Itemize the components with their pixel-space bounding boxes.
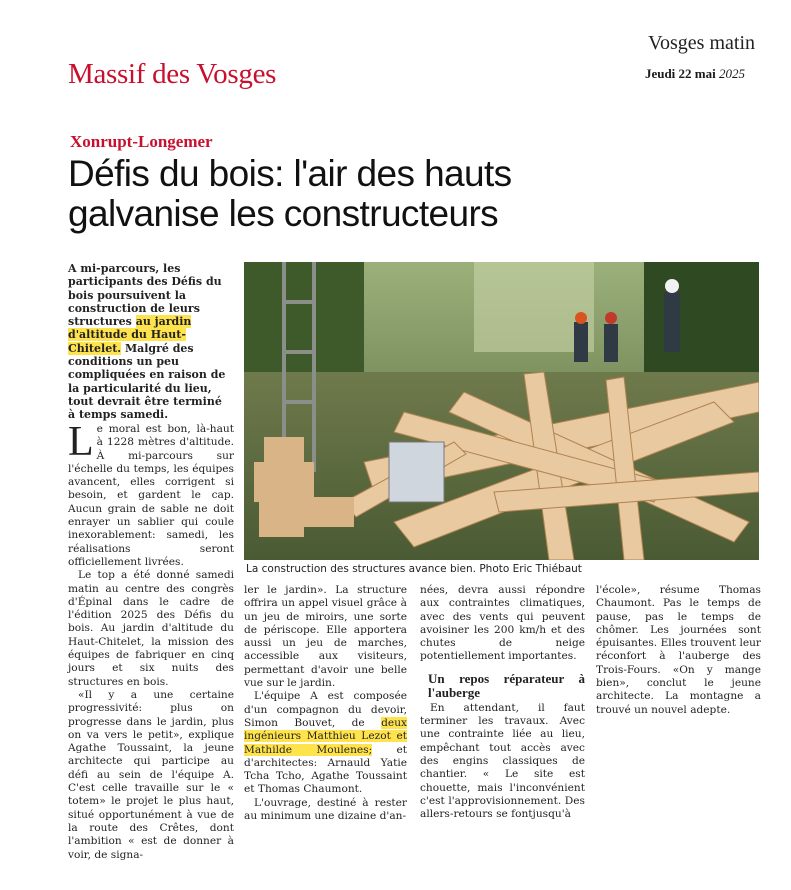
article-chapo <box>68 262 228 422</box>
chapo-text-b: Malgré des conditions un peu compliquées en raison de la particularité du lieu, tout devrait être terminé à temps samedi. <box>68 341 226 422</box>
date-day: Jeudi 22 mai <box>644 66 716 81</box>
c2-paragraph-3: L'ouvrage, destiné à rester au minimum une dizaine d'an- <box>244 796 407 823</box>
c3-paragraph-1: nées, devra aussi répondre aux contraintes climatiques, avec des vents qui peuvent avoisiner les 200 km/h et des chutes de neige potentiellement importantes. <box>420 584 585 663</box>
chapo-text-a: A mi-parcours, les participants des Défis du bois poursuivent la construction de leurs structures <box>68 262 222 329</box>
c2-text-b: et d'architectes: Arnauld Yatie Tcha Tcho, Agathe Toussaint et Thomas Chaumont. <box>244 743 407 796</box>
headline-line-2: galvanise les constructeurs <box>68 193 499 234</box>
c4-paragraph-1: l'école», résume Thomas Chaumont. Pas le temps de pause, pas le temps de chômer. Les journées sont épuisantes. Elles trouvent leur réconfort à l'auberge des Trois-Fours. «On y mange bien», conclut le jeune architecte. La montagne a trouvé un nouvel adepte. <box>596 584 761 716</box>
paragraph-3: «Il y a une certaine progressivité: plus on progresse dans le jardin, plus on va vers le petit», explique Agathe Toussaint, la jeune architecte qui participe au défi au sein de l'équipe A. C'est celle travaille sur le « totem» le projet le plus haut, situé opportunément à vue de la route des Crêtes, dont l'ambition « est de donner à voir, de signa- <box>68 688 234 861</box>
publication-name: Vosges matin <box>648 32 755 54</box>
construction-site-photo <box>244 262 759 560</box>
headline-line-1: Défis du bois: l'air des hauts <box>68 153 512 194</box>
c2-text-a: L'équipe A est composée d'un compagnon du devoir, Simon Bouvet, de <box>244 690 407 729</box>
section-title: Massif des Vosges <box>68 58 277 90</box>
article-column-2 <box>244 584 407 823</box>
photo-caption: La construction des structures avance bien. Photo Eric Thiébaut <box>246 563 582 575</box>
date-year: 2025 <box>719 66 745 81</box>
article-column-4 <box>596 584 761 717</box>
article-photo <box>244 262 759 560</box>
article-locality: Xonrupt-Longemer <box>70 132 213 151</box>
paragraph-1-text: e moral est bon, là-haut à 1228 mètres d'altitude. À mi-parcours sur l'échelle du temps, les équipes avancent, elles corrigent si besoin, et gardent le cap. Aucun grain de sable ne doit enrayer un sablier qui coule inexorablement: samedi, les réalisations seront officiellement livrées. <box>68 423 234 568</box>
article-headline <box>68 154 628 234</box>
article-column-3 <box>420 584 585 821</box>
c3-paragraph-2: En attendant, il faut terminer les travaux. Avec une contrainte liée au lieu, empêchant tout accès avec des engins classiques de chantier. « Le site est chouette, mais l'inconvénient c'est l'approvisionnement. Des allers-retours se fontjusqu'à <box>420 701 585 821</box>
paragraph-2: Le top a été donné samedi matin au centre des congrès d'Épinal dans le cadre de l'édition 2025 des Défis du bois. Au jardin d'altitude du Haut-Chitelet, la mission des équipes de fabriquer en cinq jours et six nuits des structures en bois. <box>68 569 234 688</box>
c2-paragraph-2 <box>244 690 407 796</box>
article-column-1 <box>68 419 234 862</box>
chapo-highlight: au jardin d'altitude du Haut-Chitelet. <box>68 315 192 355</box>
drop-cap: L <box>68 419 94 465</box>
issue-date <box>645 66 745 82</box>
subheading: Un repos réparateur à l'auberge <box>428 670 585 700</box>
c2-paragraph-1: ler le jardin». La structure offrira un appel visuel grâce à un jeu de miroirs, une sorte de périscope. Elle apportera aussi un jeu de marches, accessible aux visiteurs, permettant d'avoir une belle vue sur le jardin. <box>244 584 407 690</box>
c2-highlight: deux ingénieurs Matthieu Lezot et Mathilde Moulenes; <box>244 716 407 756</box>
paragraph-1 <box>68 419 234 569</box>
